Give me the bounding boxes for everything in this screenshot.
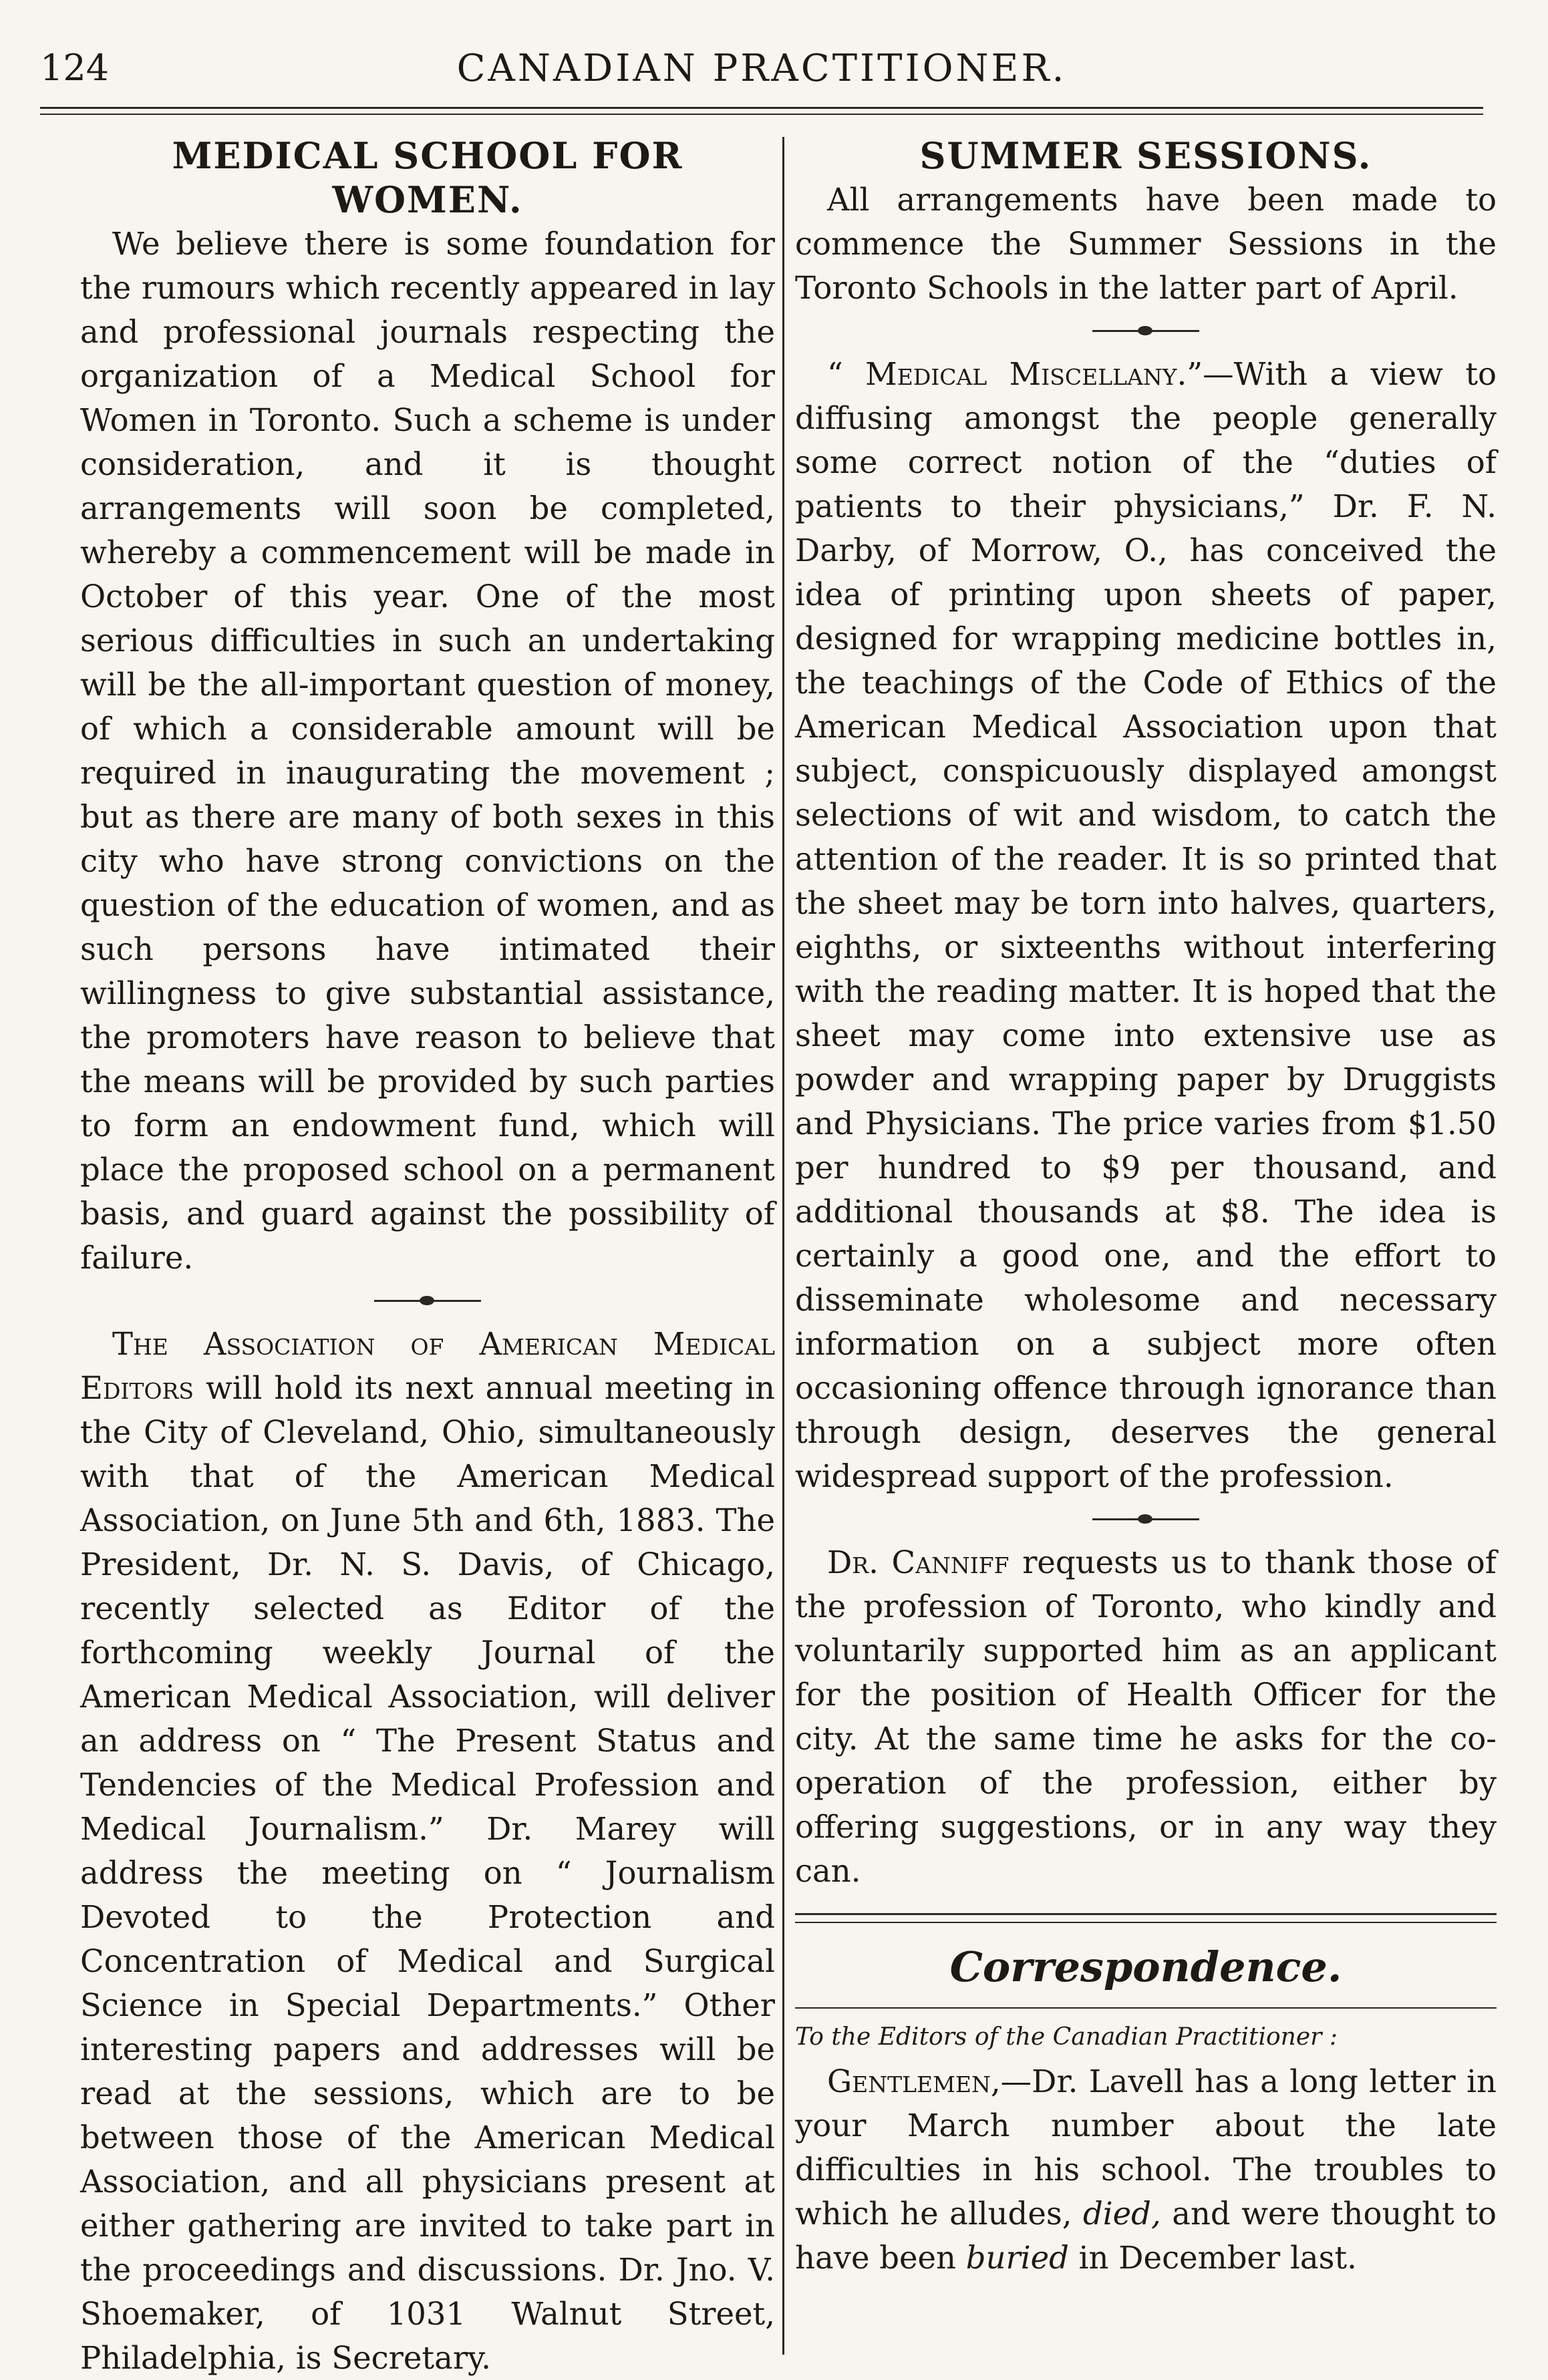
column-divider xyxy=(782,137,784,2355)
header-rule-lower xyxy=(40,114,1483,115)
separator-ornament xyxy=(1138,326,1152,335)
correspondence-rule xyxy=(795,2007,1497,2009)
section-separator xyxy=(374,1300,481,1302)
section-rule xyxy=(795,1913,1497,1915)
article-paragraph xyxy=(80,222,775,1280)
header-rule xyxy=(40,107,1483,109)
page-header xyxy=(40,40,1483,100)
article-paragraph xyxy=(795,352,1497,1498)
separator-ornament xyxy=(1138,1514,1152,1524)
article-paragraph xyxy=(795,1540,1497,1893)
letter-emphasis-died: died, xyxy=(1083,2196,1161,2232)
correspondence-heading: Correspondence. xyxy=(949,1942,1342,1991)
paragraph-text: All arrangements have been made to commence the Summer Sessions in the Toronto Schools in the latter part of April. xyxy=(795,182,1497,306)
article-heading-summer-sessions: SUMMER SESSIONS. xyxy=(919,134,1372,177)
letter-emphasis-buried: buried xyxy=(965,2240,1069,2276)
section-separator xyxy=(1092,330,1199,332)
page-number: 124 xyxy=(40,47,110,89)
letter-text: in December last. xyxy=(1068,2240,1357,2276)
right-column xyxy=(795,134,1497,2280)
letter-salutation-line: To the Editors of the Canadian Practitioner : xyxy=(795,2023,1338,2051)
article-heading-medical-school: MEDICAL SCHOOL FOR WOMEN. xyxy=(172,134,683,221)
left-column xyxy=(80,134,775,2380)
paragraph-lead: The Association of American Medical Editors xyxy=(80,1326,775,1406)
paragraph-text: —With a view to diffusing amongst the people generally some correct notion of the “duties of patients to their physicians,” Dr. F. N. Darby, of Morrow, O., has conceived the idea of printing upon sheets of paper, designed for wrapping medicine bottles in, the teachings of the Code of Ethics of the American Medical Association upon that subject, conspicuously displayed amongst selections of wit and wisdom, to catch the attention of the reader. It is so printed that the sheet may be torn into halves, quarters, eighths, or sixteenths without interfering with the reading matter. It is hoped that the sheet may come into extensive use as powder and wrapping paper by Druggists and Physicians. The price varies from $1.50 per hundred to $9 per thousand, and additional thousands at $8. The idea is certainly a good one, and the effort to disseminate wholesome and necessary information on a subject more often occasioning offence through ignorance than through design, deserves the general widespread support of the profession. xyxy=(795,356,1497,1494)
letter-paragraph xyxy=(795,2059,1497,2280)
letter-text: —Dr. Lavell has a long letter in your March number about the late difficulties in his school. The troubles to which he alludes, xyxy=(795,2063,1497,2232)
letter-text: and were thought to have been xyxy=(795,2196,1497,2276)
paragraph-text: requests us to thank those of the profession of Toronto, who kindly and voluntarily supported him as an applicant for the position of Health Officer for the city. At the same time he asks for the co-operation of the profession, either by offering suggestions, or in any way they can. xyxy=(795,1544,1497,1889)
journal-title: CANADIAN PRACTITIONER. xyxy=(456,47,1067,90)
paragraph-lead: “ Medical Miscellany.” xyxy=(827,356,1203,392)
letter-greeting: Gentlemen, xyxy=(827,2063,1001,2099)
article-paragraph xyxy=(80,1322,775,2380)
separator-ornament xyxy=(420,1296,434,1305)
paragraph-lead: Dr. Canniff xyxy=(827,1544,1010,1580)
paragraph-text: We believe there is some foundation for the rumours which recently appeared in lay and professional journals respecting the organization of a Medical School for Women in Toronto. Such a scheme is under consideration, and it is thought arrangements will soon be completed, whereby a commencement will be made in October of this year. One of the most serious difficulties in such an undertaking will be the all-important question of money, of which a considerable amount will be required in inaugurating the movement ; but as there are many of both sexes in this city who have strong convictions on the question of the education of women, and as such persons have intimated their willingness to give substantial assistance, the promoters have reason to believe that the means will be provided by such parties to form an endowment fund, which will place the proposed school on a permanent basis, and guard against the possibility of failure. xyxy=(80,226,775,1276)
paragraph-text: will hold its next annual meeting in the City of Cleveland, Ohio, simultaneously with that of the American Medical Association, on June 5th and 6th, 1883. The President, Dr. N. S. Davis, of Chicago, recently selected as Editor of the forthcoming weekly Journal of the American Medical Association, will deliver an address on “ The Present Status and Tendencies of the Medical Profession and Medical Journalism.” Dr. Marey will address the meeting on “ Journalism Devoted to the Protection and Concentration of Medical and Surgical Science in Special Departments.” Other interesting papers and addresses will be read at the sessions, which are to be between those of the American Medical Association, and all physicians present at either gathering are invited to take part in the proceedings and discussions. Dr. Jno. V. Shoemaker, of 1031 Walnut Street, Philadelphia, is Secretary. xyxy=(80,1370,775,2376)
section-rule-lower xyxy=(795,1922,1497,1923)
section-separator xyxy=(1092,1518,1199,1520)
article-paragraph xyxy=(795,178,1497,310)
